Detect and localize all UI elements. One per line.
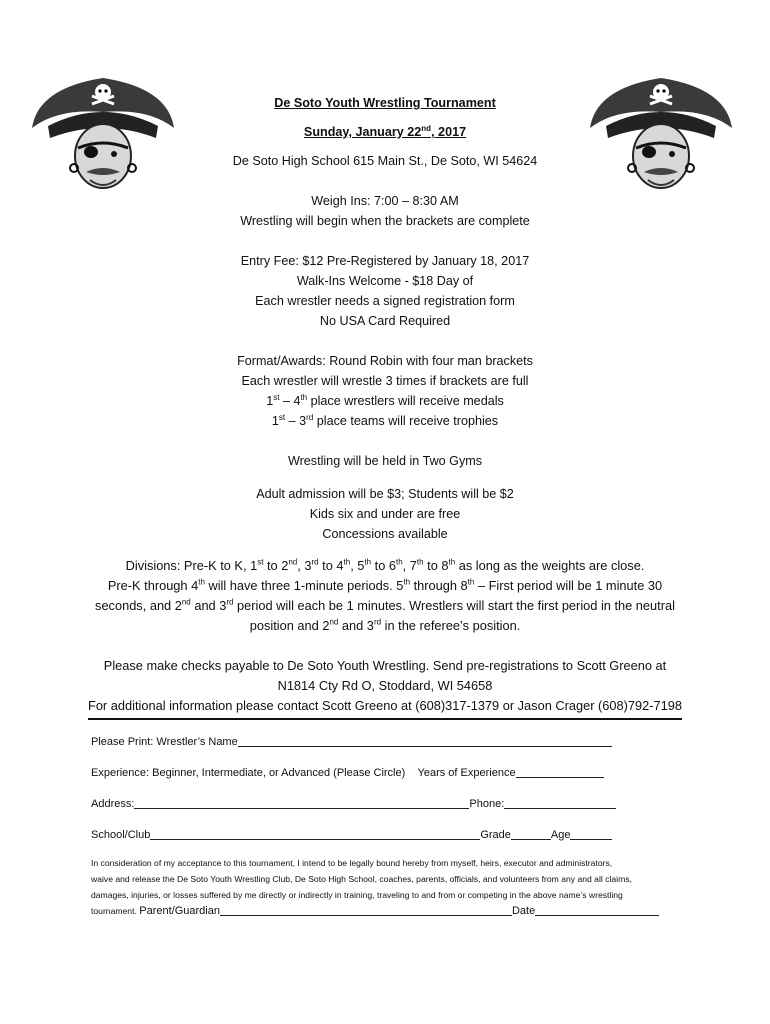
- waiver-line: damages, injuries, or losses suffered by me directly or indirectly in training, traveling to and from or competing in the above name’s wrestling: [91, 890, 623, 900]
- tournament-location: De Soto High School 615 Main St., De Soto, WI 54624: [232, 154, 538, 168]
- tournament-date: Sunday, January 22nd, 2017: [303, 123, 467, 139]
- concessions-text: Concessions available: [322, 527, 448, 541]
- adult-admission-text: Adult admission will be $3; Students will be $2: [256, 487, 514, 501]
- age-field[interactable]: [570, 827, 612, 840]
- seconds-line: seconds, and 2nd and 3rd period will each be 1 minutes. Wrestlers will start the first period in the neutral: [95, 597, 675, 613]
- address-field[interactable]: [134, 796, 469, 809]
- divisions-line: Divisions: Pre-K to K, 1st to 2nd, 3rd to 4th, 5th to 6th, 7th to 8th as long as the weights are close.: [125, 557, 645, 573]
- wrestler-name-row: [91, 734, 612, 748]
- contact-info-text: For additional information please contact Scott Greeno at (608)317-1379 or Jason Crager (608)792-7198: [88, 698, 682, 713]
- format-section: [0, 351, 770, 431]
- contact-section: [0, 656, 770, 716]
- waiver-line: In consideration of my acceptance to this tournament, I intend to be legally bound hereby from myself, heirs, executor and administrators,: [91, 858, 613, 868]
- years-experience-label: Years of Experience: [417, 767, 516, 779]
- address-label: Address:: [91, 798, 135, 810]
- usa-card-text: No USA Card Required: [319, 314, 451, 328]
- parent-guardian-label: Parent/Guardian: [139, 905, 220, 917]
- phone-field[interactable]: [504, 796, 616, 809]
- entry-fee-text: Entry Fee: $12 Pre-Registered by January 18, 2017: [240, 254, 530, 268]
- date-field[interactable]: [535, 903, 659, 916]
- address-row: [91, 796, 616, 810]
- parent-signature-field[interactable]: [220, 903, 512, 916]
- school-field[interactable]: [150, 827, 480, 840]
- years-experience-field[interactable]: [516, 765, 604, 778]
- waiver-line: waive and release the De Soto Youth Wrestling Club, De Soto High School, coaches, parents, officials, and volunteers from any and all claims,: [91, 874, 632, 884]
- date-label: Date: [511, 905, 536, 917]
- school-label: School/Club: [91, 829, 151, 841]
- grade-field[interactable]: [511, 827, 551, 840]
- medals-text: 1st – 4th place wrestlers will receive medals: [266, 392, 504, 408]
- experience-row: [91, 765, 604, 779]
- trophies-text: 1st – 3rd place teams will receive trophies: [271, 412, 499, 428]
- signature-row: tournament. Parent/Guardian Date: [91, 903, 681, 919]
- tournament-title: De Soto Youth Wrestling Tournament: [274, 96, 496, 110]
- form-text: Each wrestler needs a signed registration form: [255, 294, 515, 308]
- weigh-ins-text: Weigh Ins: 7:00 – 8:30 AM: [311, 194, 459, 208]
- brackets-text: Each wrestler will wrestle 3 times if brackets are full: [241, 374, 529, 388]
- grade-label: Grade: [480, 829, 511, 841]
- admission-section: [0, 484, 770, 544]
- mail-address-text: N1814 Cty Rd O, Stoddard, WI 54658: [277, 678, 493, 693]
- start-text: Wrestling will begin when the brackets are complete: [240, 214, 530, 228]
- divider-rule: [88, 718, 682, 720]
- age-label: Age: [550, 829, 571, 841]
- wrestler-name-field[interactable]: [238, 734, 612, 747]
- wrestler-name-label: Please Print: Wrestler’s Name: [91, 736, 238, 748]
- phone-label: Phone:: [469, 798, 505, 810]
- kids-text: Kids six and under are free: [309, 507, 461, 521]
- experience-label[interactable]: Experience: Beginner, Intermediate, or Advanced (Please Circle): [91, 767, 406, 779]
- school-row: [91, 827, 612, 841]
- format-text: Format/Awards: Round Robin with four man brackets: [237, 354, 533, 368]
- checks-text: Please make checks payable to De Soto Youth Wrestling. Send pre-registrations to Scott Greeno at: [103, 658, 667, 673]
- entry-section: [0, 251, 770, 331]
- divisions-section: [0, 556, 770, 636]
- schedule-section: [0, 191, 770, 231]
- walkins-text: Walk-Ins Welcome - $18 Day of: [296, 274, 474, 288]
- periods-line: Pre-K through 4th will have three 1-minute periods. 5th through 8th – First period will be 1 minute 30: [107, 577, 663, 593]
- gyms-text: Wrestling will be held in Two Gyms: [287, 454, 483, 468]
- waiver-section: [91, 855, 681, 919]
- position-line: position and 2nd and 3rd in the referee’s position.: [249, 617, 521, 633]
